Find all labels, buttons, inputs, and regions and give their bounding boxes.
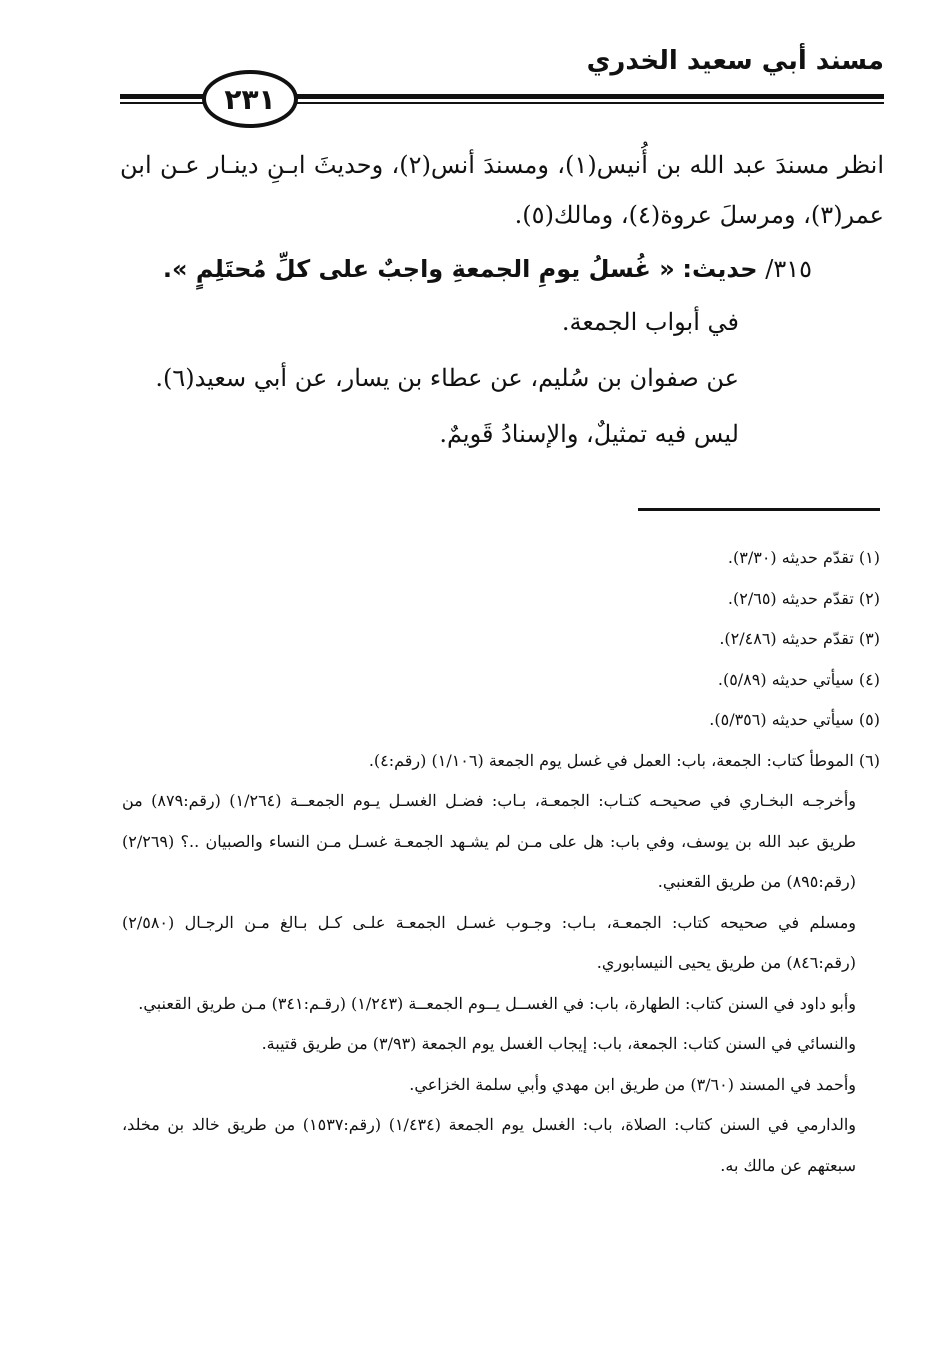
footnote-continuation: وأبو داود في السنن كتاب: الطهارة، باب: في الغســل يــوم الجمعــة (١/٢٤٣) (رقـم:٣٤١) مـن طريق القعنبي. bbox=[138, 993, 856, 1013]
running-title: مسند أبي سعيد الخدري bbox=[586, 46, 884, 76]
footnote-continuation: وأخرجـه البخـاري في صحيحـه كتـاب: الجمعـة، بـاب: فضـل الغسـل يـوم الجمعــة (١/٢٦٤) (رقم:٨٧٩) من طريق عبد الله بن يوسف، وفي باب: هل على مـن لم يشـهد الجمعـة غسـل مـن النساء والصبيان ..؟ (٢/٢٦٩) (رقم:٨٩٥) من طريق القعنبي. bbox=[122, 791, 856, 891]
intro-paragraph: انظر مسندَ عبد الله بن أُنيس(١)، ومسندَ أنس(٢)، وحديثَ ابـنِ دينـار عـن ابن عمر(٣)، ومرسلَ عروة(٤)، ومالك(٥). bbox=[120, 151, 885, 229]
grading-line: ليس فيه تمثيلٌ، والإسنادُ قَويمٌ. bbox=[439, 420, 739, 448]
footnote-continuation: والنسائي في السنن كتاب: الجمعة، باب: إيجاب الغسل يوم الجمعة (٣/٩٣) من طريق قتيبة. bbox=[261, 1034, 856, 1053]
hadith-number: ٣١٥/ bbox=[765, 255, 812, 283]
footnote: (٢) تقدّم حديثه (٢/٦٥). bbox=[727, 588, 880, 608]
page-number-oval bbox=[202, 70, 298, 128]
chain-line: عن صفوان بن سُليم، عن عطاء بن يسار، عن أبي سعيد(٦). bbox=[155, 364, 739, 392]
footnote: (٦) الموطأ كتاب: الجمعة، باب: العمل في غسل يوم الجمعة (١/١٠٦) (رقم:٤). bbox=[368, 750, 880, 770]
footnote: (٣) تقدّم حديثه (٢/٤٨٦). bbox=[719, 629, 880, 648]
page-number: ٢٣١ bbox=[224, 82, 276, 116]
footnote-continuation: وأحمد في المسند (٣/٦٠) من طريق ابن مهدي وأبي سلمة الخزاعي. bbox=[409, 1074, 856, 1094]
footnote: (٤) سيأتي حديثه (٥/٨٩). bbox=[717, 669, 880, 689]
footnote-separator bbox=[638, 508, 880, 511]
chapter-line: في أبواب الجمعة. bbox=[561, 308, 739, 336]
footnotes bbox=[122, 538, 880, 1186]
footnote-continuation: ومسلم في صحيحه كتاب: الجمعـة، بـاب: وجـوب غسـل الجمعـة علـى كـل بـالغ مـن الرجـال (٢/٥٨٠) (رقم:٨٤٦) من طريق يحيى النيسابوري. bbox=[122, 912, 856, 972]
hadith-label: حديث: bbox=[682, 255, 758, 283]
hadith-heading bbox=[120, 244, 884, 294]
main-text bbox=[120, 140, 884, 462]
footnote: (٥) سيأتي حديثه (٥/٣٥٦). bbox=[709, 710, 880, 729]
footnote: (١) تقدّم حديثه (٣/٣٠). bbox=[727, 548, 880, 567]
hadith-text: « غُسلُ يومِ الجمعةِ واجبٌ على كلِّ مُحتَلِمٍ ». bbox=[162, 255, 675, 283]
footnote-continuation: والدارمي في السنن كتاب: الصلاة، باب: الغسل يوم الجمعة (١/٤٣٤) (رقم:١٥٣٧) من طريق خالد بن مخلد، سبعتهم عن مالك به. bbox=[122, 1115, 856, 1175]
